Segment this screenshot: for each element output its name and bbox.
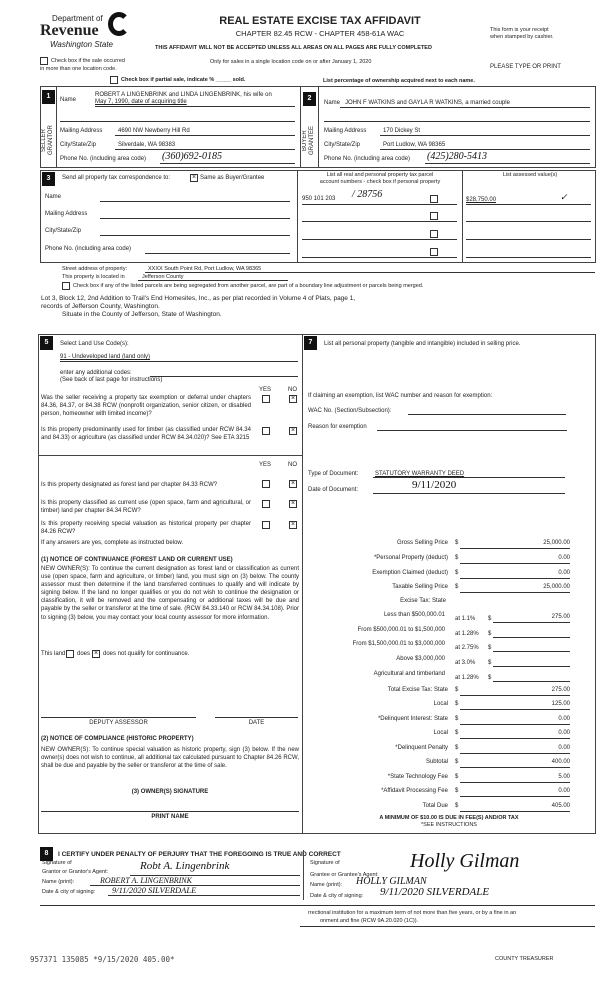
grantee-date-city[interactable]: 9/11/2020 SILVERDALE <box>380 886 490 898</box>
reason-label: Reason for exemption <box>308 424 367 430</box>
personal-property-checkbox-2[interactable] <box>430 212 438 220</box>
dollar-sign: $ <box>488 616 492 622</box>
date-label: DATE <box>248 720 265 726</box>
tax-row-label: Gross Selling Price <box>396 540 448 546</box>
tax-row-label: Agricultural and timberland <box>373 671 445 677</box>
tax-row-label: Local <box>433 730 448 736</box>
buyer-phone-label: Phone No. (including area code) <box>324 156 411 162</box>
chapter: CHAPTER 82.45 RCW - CHAPTER 458-61A WAC <box>235 29 405 38</box>
buyer-side-label: BUYER GRANTEE <box>302 126 315 156</box>
see-instructions: *SEE INSTRUCTIONS <box>421 822 477 828</box>
tax-row-line <box>460 767 570 768</box>
seller-name-2: May 7, 1990, date of acquiring title <box>95 99 187 105</box>
personal-property-label: List all personal property (tangible and intangible) included in selling price. <box>324 341 521 347</box>
partial-sale-checkbox[interactable] <box>110 76 118 84</box>
dollar-sign: $ <box>455 803 459 809</box>
q2-yes-checkbox[interactable] <box>262 427 270 435</box>
exemption-label: If claiming an exemption, list WAC number and reason for exemption: <box>308 393 493 399</box>
logo-dept: Department of <box>52 14 103 23</box>
county-treasurer: COUNTY TREASURER <box>495 956 554 962</box>
certify-text: I CERTIFY UNDER PENALTY OF PERJURY THAT THE FOREGOING IS TRUE AND CORRECT <box>58 851 341 858</box>
no-header-1: NO <box>288 387 297 393</box>
tax-row-label: *State Technology Fee <box>387 774 448 780</box>
q1-no-checkbox[interactable]: × <box>290 395 296 402</box>
tax-row-label: Excise Tax: State <box>400 598 446 604</box>
grantee-agent-label: Grantee or Grantee's Agent: <box>310 872 379 878</box>
tax-row-line <box>460 563 570 564</box>
tax-row-line <box>460 753 570 754</box>
dollar-sign: $ <box>488 660 492 666</box>
parcel-handwritten: / 28756 <box>352 189 383 200</box>
land-label-b: does <box>77 651 91 657</box>
q5-yes-checkbox[interactable] <box>262 521 270 529</box>
question-2: Is this property predominantly used for timber (as classified under RCW 84.34 and 84.33) or agriculture (as classified under RCW 84.34.020)? See ETA 3215 <box>41 427 251 442</box>
tax-row-label: Less than $500,000.01 <box>383 612 445 618</box>
tax-row-line <box>460 592 570 593</box>
tax-row-label: *Affidavit Processing Fee <box>381 788 448 794</box>
q4-no-checkbox[interactable]: × <box>290 500 296 507</box>
owner-signature-title: (3) OWNER(S) SIGNATURE <box>131 789 209 795</box>
send-label: Send all property tax correspondence to: <box>62 175 171 181</box>
grantor-name-label: Name (print): <box>42 879 75 885</box>
s3-addr-label: Mailing Address <box>45 211 88 217</box>
grantee-name-label: Name (print): <box>310 882 343 888</box>
multi-loc-2: in more than one location code. <box>40 66 117 72</box>
tax-row-line <box>460 782 570 783</box>
does-not-qualify-checkbox[interactable]: × <box>93 650 99 657</box>
tax-row-label: *Delinquent Penalty <box>395 745 448 751</box>
tax-row-line <box>460 738 570 739</box>
no-header-2: NO <box>288 462 297 468</box>
dollar-sign: $ <box>455 584 459 590</box>
tax-row-line <box>460 709 570 710</box>
buyer-city[interactable]: Port Ludlow, WA 98365 <box>383 142 446 148</box>
tax-row-label: Total Excise Tax: State <box>387 687 448 693</box>
tax-row-value[interactable]: 275.00 <box>551 614 570 620</box>
tax-row-label: Exemption Claimed (deduct) <box>372 570 448 576</box>
same-as-buyer-label: Same as Buyer/Grantee <box>200 175 265 181</box>
s3-city-label: City/State/Zip <box>45 228 82 234</box>
receipt-1: This form is your receipt <box>490 27 549 33</box>
question-3: Is this property designated as forest land per chapter 84.33 RCW? <box>41 482 218 488</box>
located-label: This property is located in <box>62 274 125 280</box>
dollar-sign: $ <box>488 631 492 637</box>
tax-row-label: From $1,500,000.01 to $3,000,000 <box>352 641 445 647</box>
check-mark-icon: ✓ <box>560 192 568 202</box>
street-label: Street address of property: <box>62 266 128 272</box>
tax-row-value[interactable]: 0.00 <box>558 788 570 794</box>
doc-type-label: Type of Document: <box>308 471 359 477</box>
tax-row-label: Above $3,000,000 <box>396 656 445 662</box>
multi-location-checkbox[interactable] <box>40 57 48 65</box>
deputy-assessor-label: DEPUTY ASSESSOR <box>89 720 148 726</box>
tax-row-value[interactable]: 25,000.00 <box>543 584 570 590</box>
doc-type[interactable]: STATUTORY WARRANTY DEED <box>375 471 465 477</box>
q2-no-checkbox[interactable]: × <box>290 427 296 434</box>
penalty-text-2: onment and fine (RCW 9A.20.020 (1C)). <box>320 918 419 924</box>
notice: THIS AFFIDAVIT WILL NOT BE ACCEPTED UNLESS ALL AREAS ON ALL PAGES ARE FULLY COMPLETED <box>155 45 432 51</box>
seller-phone-label: Phone No. (including area code) <box>60 156 147 162</box>
grantor-agent-label: Grantor or Grantor's Agent: <box>42 869 109 875</box>
land-label-a: This land <box>41 651 66 657</box>
notice-1-text: NEW OWNER(S): To continue the current designation as forest land or classification as current use (open space, farm and agriculture, or timber) land, you must sign on (3) below. The county assessor must then determine if the land transferred continues to qualify and will indicate by signing below. If the land no longer qualifies or you do not wish to continue the designation or classification, it will be removed and the compensating or additional taxes will be due and payable by the seller or transferor at the time of sale. (RCW 84.33.140 or RCW 84.34.108). Prior to signing (3) below, you may contact your local county assessor for more information. <box>41 566 299 621</box>
grantor-date-label: Date & city of signing: <box>42 889 96 895</box>
doc-date-label: Date of Document: <box>308 487 359 493</box>
tax-row-value[interactable]: 275.00 <box>551 687 570 693</box>
buyer-name[interactable]: JOHN F WATKINS and GAYLA R WATKINS, a married couple <box>345 100 510 106</box>
partial-sale: Check box if partial sale, indicate % _____ sold. <box>121 77 246 83</box>
tax-row-value[interactable]: 0.00 <box>558 745 570 751</box>
seller-addr[interactable]: 4690 NW Newberry Hill Rd <box>118 128 190 134</box>
dollar-sign: $ <box>455 774 459 780</box>
grantee-name[interactable]: HOLLY GILMAN <box>356 876 427 887</box>
tax-row-line <box>460 811 570 812</box>
tax-row-line <box>460 578 570 579</box>
legal-desc-3: Situate in the County of Jefferson, State of Washington. <box>62 311 222 318</box>
section-8-number: 8 <box>40 847 53 861</box>
dor-logo-icon <box>108 12 130 36</box>
seller-name-1: ROBERT A LINGENBRINK and LINDA LINGENBRINK, his wife on <box>95 92 272 98</box>
tax-row-value[interactable]: 405.00 <box>551 803 570 809</box>
buyer-addr[interactable]: 170 Dickey St <box>383 128 421 134</box>
dollar-sign: $ <box>455 540 459 546</box>
legal-desc-2: records of Jefferson County, Washington. <box>41 303 160 310</box>
buyer-phone[interactable]: (425)280-5413 <box>427 151 487 162</box>
buyer-name-label: Name <box>324 100 341 106</box>
tax-row-label: *Delinquent Interest: State <box>377 716 448 722</box>
seller-phone[interactable]: (360)692-0185 <box>162 151 222 162</box>
segregated-label: Check box if any of the listed parcels are being segregated from another parcel, are part of a boundary line adjustment or parcels being merged. <box>73 283 424 289</box>
tax-row-label: *Personal Property (deduct) <box>373 555 448 561</box>
tax-row-value[interactable]: 0.00 <box>558 555 570 561</box>
question-1: Was the seller receiving a property tax exemption or deferral under chapters 84.36, 84.37, or 84.38 RCW (nonprofit organization, senior citizen, or disabled person, homeowner with limited income)? <box>41 395 251 418</box>
grantor-sig-of: Signature of <box>42 860 72 866</box>
ownership-note: List percentage of ownership acquired next to each name. <box>323 78 475 84</box>
dollar-sign: $ <box>455 716 459 722</box>
seller-name-label: Name <box>60 97 77 103</box>
grantee-date-label: Date & city of signing: <box>310 893 364 899</box>
tax-row-rate: at 1.28% <box>455 675 479 681</box>
tax-row-line <box>493 651 570 652</box>
q5-no-checkbox[interactable]: × <box>290 521 296 528</box>
tax-row-line <box>460 548 570 549</box>
tax-row-line <box>460 724 570 725</box>
type-print: PLEASE TYPE OR PRINT <box>490 64 561 70</box>
multi-loc-1: Check box if the sale occurred <box>51 58 125 64</box>
located-county[interactable]: Jefferson County <box>142 274 184 280</box>
personal-property-checkbox-1[interactable] <box>430 195 438 203</box>
wac-label: WAC No. (Section/Subsection): <box>308 408 392 414</box>
tax-row-line <box>493 622 570 623</box>
tax-row-rate: at 2.75% <box>455 645 479 651</box>
seller-side-label: SELLER GRANTOR <box>41 125 54 156</box>
minimum-note: A MINIMUM OF $10.00 IS DUE IN FEE(S) AND/OR TAX <box>379 815 519 821</box>
grantee-sig-of: Signature of <box>310 860 340 866</box>
question-4: Is this property classified as current use (open space, farm and agricultural, or timber) land per chapter 84.34 RCW? <box>41 500 251 515</box>
section-1-number: 1 <box>42 90 55 104</box>
dollar-sign: $ <box>455 570 459 576</box>
tax-row-line <box>493 681 570 682</box>
tax-row-label: Local <box>433 701 448 707</box>
q3-no-checkbox[interactable]: × <box>290 480 296 487</box>
dollar-sign: $ <box>488 675 492 681</box>
additional-codes-label: enter any additional codes: <box>60 370 132 376</box>
parcel-header-1: List all real and personal property tax parcel <box>326 172 434 178</box>
receipt-2: when stamped by cashier. <box>490 34 554 40</box>
tax-row-value[interactable]: 125.00 <box>551 701 570 707</box>
tax-row-label: Taxable Selling Price <box>392 584 448 590</box>
q4-yes-checkbox[interactable] <box>262 500 270 508</box>
tax-row-line <box>493 637 570 638</box>
segregated-checkbox[interactable] <box>62 282 70 290</box>
dollar-sign: $ <box>455 687 459 693</box>
tax-row-value[interactable]: 25,000.00 <box>543 540 570 546</box>
doc-date[interactable]: 9/11/2020 <box>412 479 457 491</box>
grantor-signature[interactable]: Robt A. Lingenbrink <box>140 860 230 872</box>
seller-addr-label: Mailing Address <box>60 128 103 134</box>
section-5-number: 5 <box>40 336 53 350</box>
seller-city[interactable]: Silverdale, WA 98383 <box>118 142 176 148</box>
parcel-number[interactable]: 950 101 203 <box>302 196 336 202</box>
section-2-number: 2 <box>303 92 316 106</box>
yes-header-1: YES <box>259 387 272 393</box>
dollar-sign: $ <box>455 730 459 736</box>
logo-state: Washington State <box>50 40 114 49</box>
dollar-sign: $ <box>455 759 459 765</box>
page-title: REAL ESTATE EXCISE TAX AFFIDAVIT <box>219 15 421 27</box>
tax-row-value[interactable]: 0.00 <box>558 716 570 722</box>
legal-desc-1: Lot 3, Block 12, 2nd Addition to Trail's End Homesites, Inc., as per plat recorded in Volume 4 of Plats, page 1, <box>41 295 356 302</box>
land-use-label: Select Land Use Code(s): <box>60 341 129 347</box>
personal-property-checkbox-4[interactable] <box>430 248 438 256</box>
personal-property-checkbox-3[interactable] <box>430 230 438 238</box>
question-5: Is this property receiving special valuation as historical property per chapter 84.26 RCW? <box>41 521 251 536</box>
tax-row-value[interactable]: 0.00 <box>558 730 570 736</box>
s3-phone-label: Phone No. (including area code) <box>45 246 132 252</box>
buyer-addr-label: Mailing Address <box>324 128 367 134</box>
buyer-city-label: City/State/Zip <box>324 142 361 148</box>
penalty-text-1: rrectional institution for a maximum term of not more than five years, or by a fine in an <box>308 910 517 916</box>
grantee-signature[interactable]: Holly Gilman <box>410 850 520 872</box>
does-qualify-checkbox[interactable] <box>66 650 74 658</box>
tax-row-label: Total Due <box>422 803 448 809</box>
tax-row-value[interactable]: 5.00 <box>558 774 570 780</box>
grantor-name[interactable]: ROBERT A. LINGENBRINK <box>100 876 192 885</box>
section-3-number: 3 <box>42 172 55 186</box>
land-label-c: does not qualify for continuance. <box>103 651 190 657</box>
assessed-header: List assessed value(s) <box>502 172 558 178</box>
tax-row-rate: at 1.1% <box>455 616 476 622</box>
dollar-sign: $ <box>455 701 459 707</box>
yes-header-2: YES <box>259 462 272 468</box>
notice-2-title: (2) NOTICE OF COMPLIANCE (HISTORIC PROPERTY) <box>41 736 194 742</box>
tax-row-rate: at 1.28% <box>455 631 479 637</box>
parcel-header-2: account numbers - check box if personal property <box>319 179 441 185</box>
dollar-sign: $ <box>455 788 459 794</box>
s3-name-label: Name <box>45 194 62 200</box>
logo-name: Revenue <box>40 22 99 39</box>
print-name-label: PRINT NAME <box>151 814 189 820</box>
tax-row-value[interactable]: 400.00 <box>551 759 570 765</box>
seller-city-label: City/State/Zip <box>60 142 97 148</box>
only-for: Only for sales in a single location code on or after January 1, 2020 <box>210 59 372 65</box>
q3-yes-checkbox[interactable] <box>262 480 270 488</box>
see-back-label: (See back of last page for instructions) <box>60 377 163 383</box>
tax-row-label: Subtotal <box>425 759 448 765</box>
tax-row-line <box>493 666 570 667</box>
land-use-code[interactable]: 91 - Undeveloped land (land only) <box>60 354 151 360</box>
tax-row-line <box>460 695 570 696</box>
notice-2-text: NEW OWNER(S): To continue special valuation as historic property, sign (3) below. If the new owner(s) does not wish to continue, all additional tax calculated pursuant to Chapter 84.26 RCW, shall be due and payable by the seller or transferor at the time of sale. <box>41 747 299 770</box>
tax-row-line <box>460 796 570 797</box>
receipt-stamp: 957371 135085 *9/15/2020 405.00* <box>30 955 175 964</box>
q1-yes-checkbox[interactable] <box>262 395 270 403</box>
notice-1-title: (1) NOTICE OF CONTINUANCE (FOREST LAND OR CURRENT USE) <box>41 557 233 563</box>
tax-row-rate: at 3.0% <box>455 660 476 666</box>
same-as-buyer-checkbox[interactable]: × <box>191 174 197 181</box>
assessed-value[interactable]: $28,750.00 <box>466 197 497 203</box>
if-yes-note: If any answers are yes, complete as instructed below. <box>41 540 184 546</box>
tax-row-value[interactable]: 0.00 <box>558 570 570 576</box>
section-7-number: 7 <box>304 336 317 350</box>
dollar-sign: $ <box>455 555 459 561</box>
tax-row-label: From $500,000.01 to $1,500,000 <box>357 627 445 633</box>
grantor-date-city[interactable]: 9/11/2020 SILVERDALE <box>112 885 197 895</box>
street-address[interactable]: XXXX South Point Rd, Port Ludlow, WA 98365 <box>148 266 262 272</box>
dollar-sign: $ <box>488 645 492 651</box>
dollar-sign: $ <box>455 745 459 751</box>
